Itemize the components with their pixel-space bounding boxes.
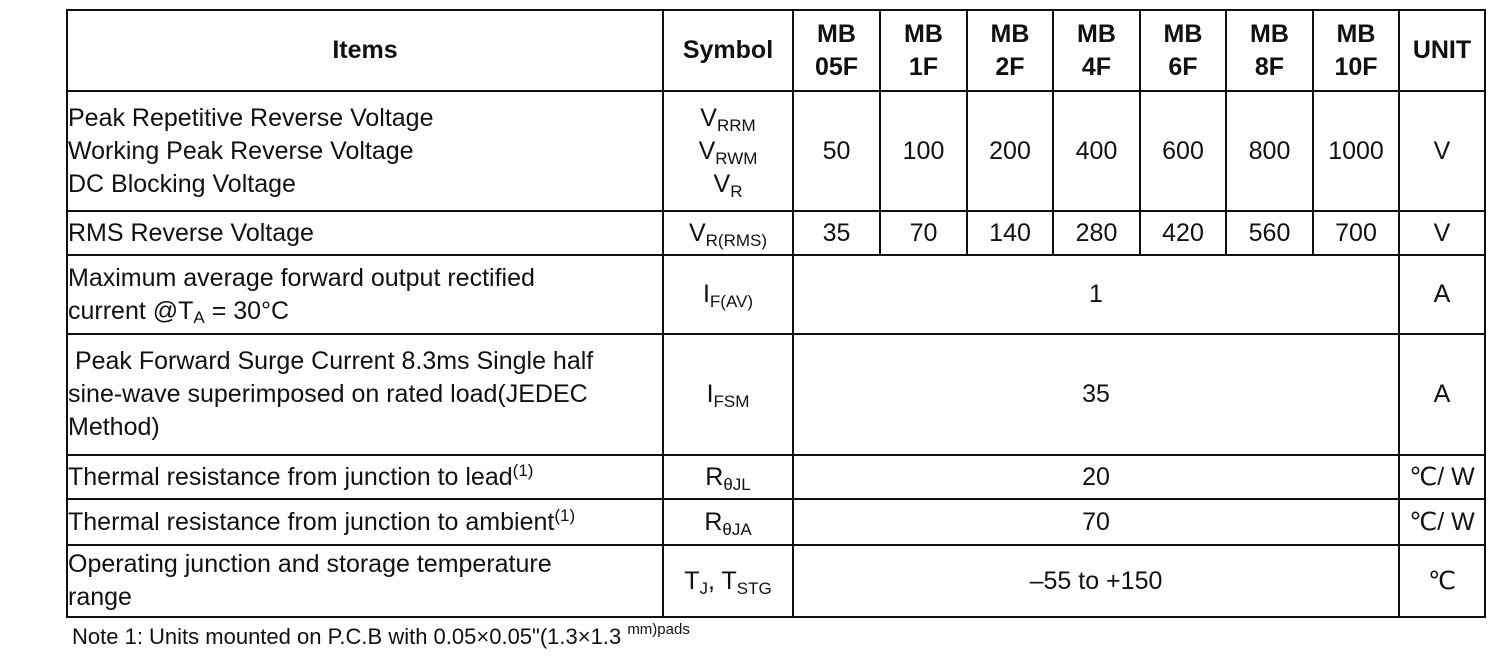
value-cell: 800: [1226, 91, 1313, 211]
item-cell: Peak Repetitive Reverse Voltage Working Peak Reverse Voltage DC Blocking Voltage: [67, 91, 663, 211]
symbol-header: Symbol: [663, 10, 793, 91]
item-cell: Thermal resistance from junction to ambient$^{(1)}$: [67, 499, 663, 545]
value-cell: 280: [1053, 211, 1140, 255]
value-cell: 20: [793, 455, 1399, 499]
value-cell: 600: [1140, 91, 1226, 211]
model-header: MB 1F: [880, 10, 967, 91]
symbol-cell: $R_{\theta JL}$: [663, 455, 793, 499]
table-row: [67, 255, 1485, 334]
item-cell: Maximum average forward output rectified current $@T_A = 30^\circ C$: [67, 255, 663, 334]
value-cell: 400: [1053, 91, 1140, 211]
symbol-cell: $R_{\theta JA}$: [663, 499, 793, 545]
table-row: [67, 499, 1485, 545]
value-cell: 1: [793, 255, 1399, 334]
ratings-table: [66, 9, 1486, 618]
value-cell: 70: [880, 211, 967, 255]
symbol-cell: $I_{FSM}$: [663, 334, 793, 455]
unit-cell: ℃: [1399, 545, 1485, 617]
unit-cell: A: [1399, 255, 1485, 334]
value-cell: 420: [1140, 211, 1226, 255]
unit-cell: V: [1399, 211, 1485, 255]
value-cell: 35: [793, 334, 1399, 455]
header-row: [67, 10, 1485, 91]
table-row: [67, 91, 1485, 211]
value-cell: 35: [793, 211, 880, 255]
model-header: MB 8F: [1226, 10, 1313, 91]
item-cell: Peak Forward Surge Current 8.3ms Single half sine-wave superimposed on rated load(JEDEC Method): [67, 334, 663, 455]
table-row: [67, 211, 1485, 255]
model-header: MB 4F: [1053, 10, 1140, 91]
item-cell: RMS Reverse Voltage: [67, 211, 663, 255]
table-row: [67, 455, 1485, 499]
unit-cell: ℃/ W: [1399, 499, 1485, 545]
value-cell: –55 to +150: [793, 545, 1399, 617]
unit-cell: A: [1399, 334, 1485, 455]
value-cell: 70: [793, 499, 1399, 545]
item-cell: Thermal resistance from junction to lead$^{(1)}$: [67, 455, 663, 499]
unit-cell: V: [1399, 91, 1485, 211]
item-cell: Operating junction and storage temperature range: [67, 545, 663, 617]
model-header: MB 10F: [1313, 10, 1399, 91]
symbol-cell: $I_{F(AV)}$: [663, 255, 793, 334]
value-cell: 560: [1226, 211, 1313, 255]
unit-header: UNIT: [1399, 10, 1485, 91]
value-cell: 100: [880, 91, 967, 211]
footnote: Note 1: Units mounted on P.C.B with 0.05×0.05"(1.3×1.3 $^{mm)pads}$: [72, 621, 690, 649]
unit-cell: ℃/ W: [1399, 455, 1485, 499]
value-cell: 700: [1313, 211, 1399, 255]
symbol-cell: $V_{R(RMS)}$: [663, 211, 793, 255]
symbol-cell: $V_{RRM}$ $V_{RWM}$ $V_R$: [663, 91, 793, 211]
items-header: Items: [67, 10, 663, 91]
table-row: [67, 334, 1485, 455]
model-header: MB 6F: [1140, 10, 1226, 91]
model-header: MB 05F: [793, 10, 880, 91]
value-cell: 200: [967, 91, 1053, 211]
table-row: [67, 545, 1485, 617]
value-cell: 1000: [1313, 91, 1399, 211]
value-cell: 140: [967, 211, 1053, 255]
model-header: MB 2F: [967, 10, 1053, 91]
value-cell: 50: [793, 91, 880, 211]
symbol-cell: $T_J$, $T_{STG}$: [663, 545, 793, 617]
